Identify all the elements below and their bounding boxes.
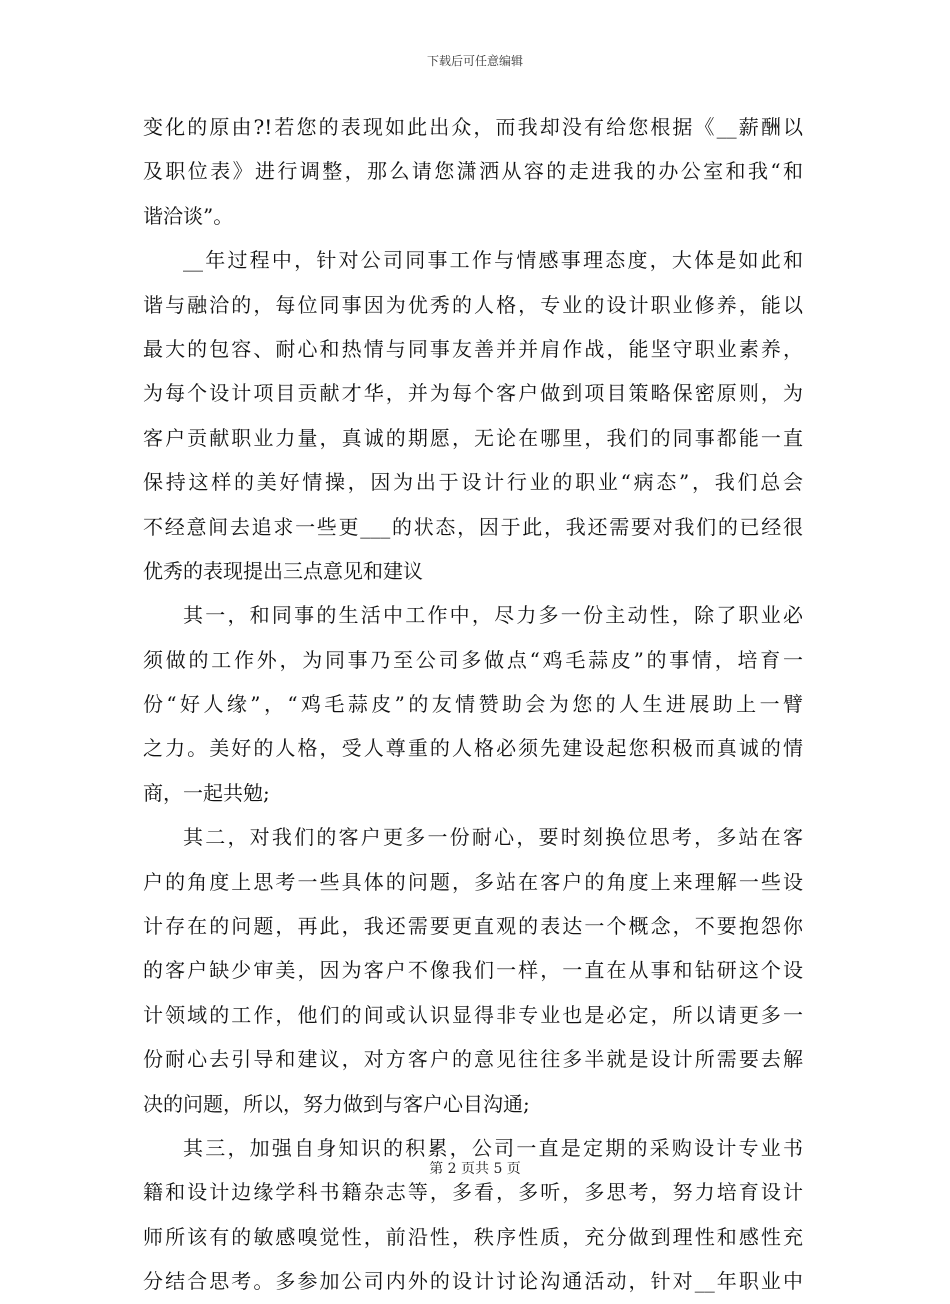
- text-line: 份“好人缘”，“鸡毛蒜皮”的友情赞助会为您的人生进展助上一臂: [143, 692, 803, 717]
- text-line: 不经意间去追求一些更___的状态，因于此，我还需要对我们的已经很: [143, 514, 803, 539]
- text-line: 优秀的表现提出三点意见和建议: [143, 558, 423, 583]
- text-line: 须做的工作外，为同事乃至公司多做点“鸡毛蒜皮”的事情，培育一: [143, 647, 803, 672]
- text-line: 为每个设计项目贡献才华，并为每个客户做到项目策略保密原则，为: [143, 381, 803, 406]
- page-header: 下载后可任意编辑: [426, 54, 523, 68]
- text-line: 籍和设计边缘学科书籍杂志等，多看，多听，多思考，努力培育设计: [143, 1180, 803, 1205]
- text-line: 份耐心去引导和建议，对方客户的意见往往多半就是设计所需要去解: [143, 1047, 803, 1072]
- text-line: 谐洽谈”。: [143, 203, 234, 228]
- paragraph-first-line: 其三，加强自身知识的积累，公司一直是定期的采购设计专业书: [183, 1135, 803, 1160]
- text-line: 决的问题，所以，努力做到与客户心目沟通;: [143, 1091, 530, 1116]
- text-line: 计领域的工作，他们的间或认识显得非专业也是必定，所以请更多一: [143, 1002, 803, 1027]
- text-line: 谐与融洽的，每位同事因为优秀的人格，专业的设计职业修养，能以: [143, 292, 803, 317]
- text-line: 最大的包容、耐心和热情与同事友善并并肩作战，能坚守职业素养，: [143, 336, 803, 361]
- text-line: 之力。美好的人格，受人尊重的人格必须先建设起您积极而真诚的情: [143, 736, 803, 761]
- text-line: 户的角度上思考一些具体的问题，多站在客户的角度上来理解一些设: [143, 869, 803, 894]
- text-line: 商，一起共勉;: [143, 780, 270, 805]
- text-line: 及职位表》进行调整，那么请您潇洒从容的走进我的办公室和我“和: [143, 159, 803, 184]
- paragraph-first-line: 其二，对我们的客户更多一份耐心，要时刻换位思考，多站在客: [183, 825, 803, 850]
- text-line: 师所该有的敏感嗅觉性，前沿性，秩序性质，充分做到理性和感性充: [143, 1224, 803, 1249]
- text-line: 分结合思考。多参加公司内外的设计讨论沟通活动，针对__年职业中: [143, 1269, 803, 1294]
- page-number: 第 2 页共 5 页: [429, 1161, 521, 1177]
- text-line: 客户贡献职业力量，真诚的期愿，无论在哪里，我们的同事都能一直: [143, 425, 803, 450]
- document-body: [143, 105, 803, 1304]
- text-line: 变化的原由?!若您的表现如此出众，而我却没有给您根据《__薪酬以: [143, 115, 803, 139]
- text-line: 保持这样的美好情操，因为出于设计行业的职业“病态”，我们总会: [143, 470, 803, 495]
- text-line: 计存在的问题，再此，我还需要更直观的表达一个概念，不要抱怨你: [143, 914, 803, 939]
- text-line: 的客户缺少审美，因为客户不像我们一样，一直在从事和钻研这个设: [143, 958, 803, 983]
- paragraph-first-line: 其一，和同事的生活中工作中，尽力多一份主动性，除了职业必: [183, 603, 803, 628]
- paragraph-first-line: __年过程中，针对公司同事工作与情感事理态度，大体是如此和: [183, 248, 803, 273]
